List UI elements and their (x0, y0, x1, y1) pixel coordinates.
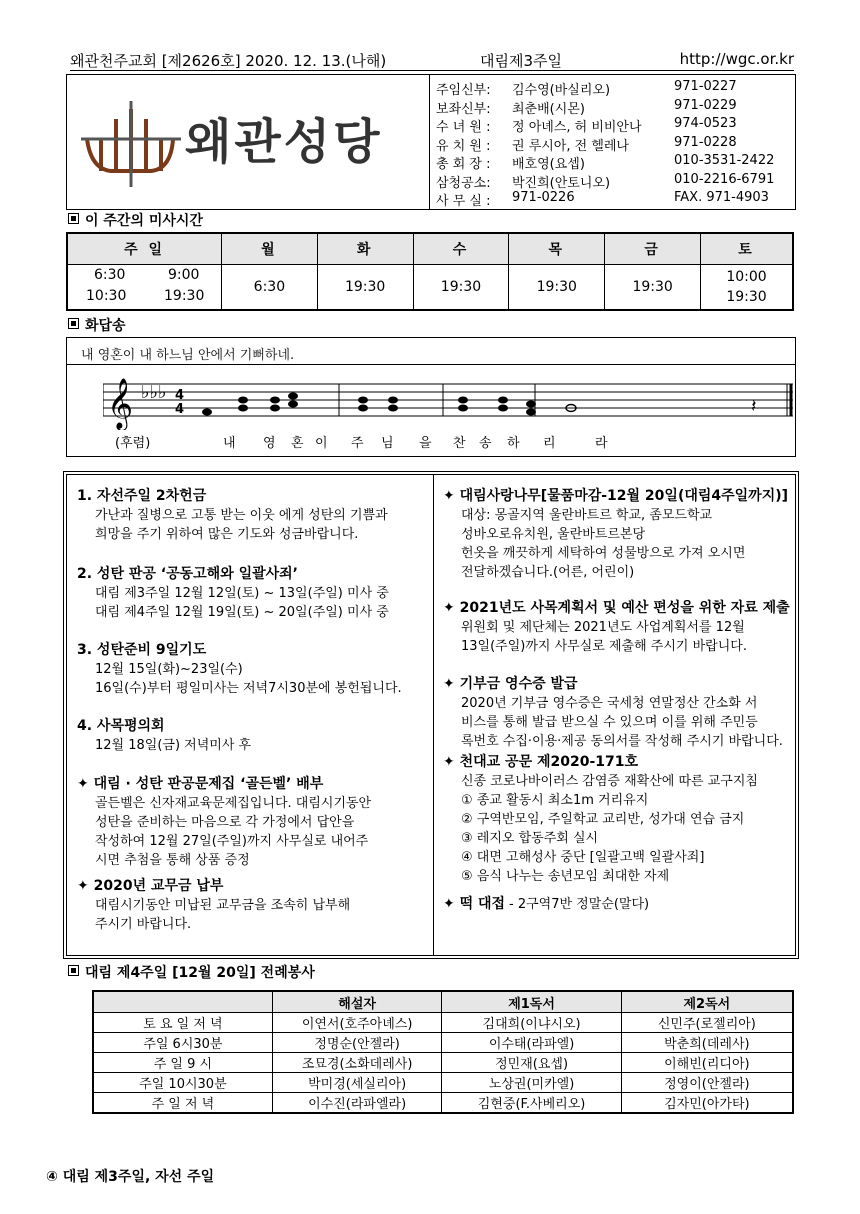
table-cell: 주일 10시30분 (93, 1073, 272, 1093)
table-cell: 이수태(라파엘) (442, 1033, 621, 1053)
notice-title: ✦ 떡 대접 (443, 896, 506, 912)
staff-role: 사 무 실 : (436, 194, 491, 209)
notice-line: 전달하겠습니다.(어른, 어린이) (461, 565, 635, 580)
table-cell: 박미경(세실리아) (272, 1073, 442, 1093)
table-cell: 김대희(이냐시오) (442, 1013, 621, 1033)
title-box (66, 74, 796, 210)
liturgy-table (92, 990, 794, 1114)
staff-row (430, 172, 796, 190)
notice-title: 4. 사목평의회 (77, 718, 165, 734)
staff-phone: 010-3531-2422 (674, 153, 775, 168)
staff-role: 삼청공소: (436, 175, 491, 191)
song-title: 내 영혼이 내 하느님 안에서 기뻐하네. (81, 348, 295, 363)
notice-line: 2020년 기부금 영수증은 국세청 연말정산 간소화 서 (461, 696, 758, 711)
notice-line: 16일(수)부터 평일미사는 저녁7시30분에 봉헌됩니다. (95, 681, 402, 696)
notice-line: 헌옷을 깨끗하게 세탁하여 성물방으로 가져 오시면 (461, 546, 746, 561)
staff-phone: 971-0229 (674, 97, 737, 113)
mass-time: 6:30 (222, 265, 318, 311)
staff-row (430, 190, 796, 208)
staff-phone: 971-0228 (674, 134, 737, 150)
svg-text:4: 4 (175, 402, 185, 417)
notice-title: ✦ 천대교 공문 제2020-171호 (443, 754, 639, 770)
table-row (93, 1073, 793, 1093)
notice-line: 대림 제3주일 12월 12일(토) ~ 13일(주일) 미사 중 (95, 586, 389, 601)
liturgy-col: 제2독서 (621, 991, 793, 1013)
liturgy-heading: 대림 제4주일 [12월 20일] 전례봉사 (68, 962, 315, 982)
mass-schedule-table (66, 232, 794, 311)
svg-text:4: 4 (175, 388, 185, 403)
staff-row (430, 98, 796, 116)
day-header: 목 (509, 233, 605, 265)
notice-line: 작성하여 12월 27일(주일)까지 사무실로 내어주 (95, 834, 369, 849)
notice-line: 신종 코로나바이러스 감염증 재확산에 따른 교구지침 (461, 774, 758, 789)
staff-role: 총 회 장 : (436, 157, 491, 172)
liturgy-col: 해설자 (272, 991, 442, 1013)
table-cell: 박춘희(데레사) (621, 1033, 793, 1053)
staff-phone: 974-0523 (674, 116, 737, 131)
sunday-times: 6:30 9:00 10:30 19:30 (67, 265, 222, 311)
table-cell: 김자민(아가타) (621, 1093, 793, 1114)
notice-line: 골든벨은 신자재교육문제집입니다. 대림시기동안 (95, 796, 372, 811)
table-cell: 이연서(호주아녜스) (272, 1013, 442, 1033)
notice-title: ✦ 2021년도 사목계획서 및 예산 편성을 위한 자료 제출 (443, 600, 790, 616)
staff-name: 최춘배(시몬) (512, 101, 585, 117)
notice-line: 대림 제4주일 12월 19일(토) ~ 20일(주일) 미사 중 (95, 605, 389, 620)
notice-line: ② 구역반모임, 주일학교 교리반, 성가대 연습 금지 (461, 812, 745, 827)
day-header: 월 (222, 233, 318, 265)
liturgical-sunday: 대림제3주일 (480, 52, 562, 70)
table-cell: 주 일 9 시 (93, 1053, 272, 1073)
mass-time: 19:30 (509, 265, 605, 311)
staff-row (430, 153, 796, 171)
svg-text:♭♭♭: ♭♭♭ (141, 382, 167, 403)
table-cell: 김현중(F.사베리오) (442, 1093, 621, 1114)
day-header: 금 (605, 233, 701, 265)
notice-line: 록번호 수집·이용·제공 동의서를 작성해 주시기 바랍니다. (461, 734, 783, 749)
staff-phone: 971-0227 (674, 79, 737, 94)
table-cell: 신민주(로젤리아) (621, 1013, 793, 1033)
day-header: 화 (317, 233, 413, 265)
notice-line: 성바오로유치원, 울란바트르본당 (461, 527, 646, 542)
table-cell: 이해빈(리디아) (621, 1053, 793, 1073)
parish-issue: 왜관천주교회 [제2626호] 2020. 12. 13.(나해) (70, 52, 387, 70)
table-cell: 정영이(안젤라) (621, 1073, 793, 1093)
liturgy-col (93, 991, 272, 1013)
staff-role: 유 치 원 : (436, 138, 491, 154)
staff-directory (429, 75, 796, 209)
song-box: 내 영혼이 내 하느님 안에서 기뻐하네. 𝄞 ♭♭♭ 4 4 𝄽 (후렴) 내 영 혼 이 주 님 을 찬 송 하 리 라 (66, 337, 796, 457)
staff-name: 박진희(안토니오) (512, 175, 611, 191)
notice-line: 위원회 및 제단체는 2021년도 사업계획서를 12월 (461, 620, 745, 635)
music-staff (103, 368, 793, 430)
notice-line: 성탄을 준비하는 마음으로 각 가정에서 답안을 (95, 815, 355, 830)
header-bar (70, 48, 794, 71)
notice-line: ④ 대면 고해성사 중단 [일괄고백 일괄사죄] (461, 850, 705, 865)
notice-line: ③ 레지오 합동주회 실시 (461, 831, 599, 846)
staff-name: 배호영(요셉) (512, 157, 585, 172)
day-header: 토 (701, 233, 793, 265)
notice-line: ⑤ 음식 나누는 송년모임 최대한 자제 (461, 869, 670, 884)
notice-board (66, 474, 796, 956)
notice-title: 3. 성탄준비 9일기도 (77, 642, 207, 658)
svg-text:𝄽: 𝄽 (751, 396, 757, 417)
mass-heading: 이 주간의 미사시간 (68, 210, 203, 230)
mass-time: 19:30 (605, 265, 701, 311)
saturday-times: 10:00 19:30 (701, 265, 793, 311)
notice-title: ✦ 대림사랑나무[물품마감-12월 20일(대림4주일까지)] (443, 488, 789, 504)
table-cell: 노상권(미카엘) (442, 1073, 621, 1093)
staff-name: 권 루시아, 전 헬레나 (512, 138, 629, 154)
notice-title: 2. 성탄 판공 ‘공동고해와 일괄사죄’ (77, 566, 299, 582)
notice-title: ✦ 2020년 교무금 납부 (77, 878, 224, 894)
table-row (93, 1013, 793, 1033)
staff-role: 주임신부: (436, 83, 491, 98)
staff-phone: FAX. 971-4903 (674, 190, 769, 205)
page-footer: ④ 대림 제3주일, 자선 주일 (46, 1169, 215, 1185)
table-cell: 토 요 일 저 녁 (93, 1013, 272, 1033)
song-heading: 화답송 (68, 315, 126, 335)
staff-name: 971-0226 (512, 190, 575, 205)
table-cell: 정명순(안젤라) (272, 1033, 442, 1053)
treble-clef-icon: 𝄞 (107, 378, 134, 429)
liturgy-col: 제1독서 (442, 991, 621, 1013)
notice-line: - 2구역7반 정말순(말다) (509, 897, 650, 912)
notice-title: 1. 자선주일 2차헌금 (77, 488, 207, 504)
notice-line: 13일(주일)까지 사무실로 제출해 주시기 바랍니다. (461, 639, 747, 654)
notice-line: 대림시기동안 미납된 교무금을 조속히 납부해 (95, 898, 351, 913)
notice-line: 12월 18일(금) 저녁미사 후 (95, 738, 252, 753)
table-cell: 주 일 저 녁 (93, 1093, 272, 1114)
day-header: 수 (413, 233, 509, 265)
table-cell: 이수진(라파엘라) (272, 1093, 442, 1114)
table-cell: 조묘경(소화데레사) (272, 1053, 442, 1073)
notice-line: 희망을 주기 위하여 많은 기도와 성금바랍니다. (95, 527, 359, 542)
website-link[interactable]: http://wgc.or.kr (679, 50, 794, 68)
notice-title: ✦ 대림 · 성탄 판공문제집 ‘골든벨’ 배부 (77, 776, 324, 792)
notice-line: 비스를 통해 발급 받으실 수 있으며 이를 위해 주민등 (461, 715, 758, 730)
notice-line: 주시기 바랍니다. (95, 917, 192, 932)
mass-time: 19:30 (413, 265, 509, 311)
table-cell: 정민재(요셉) (442, 1053, 621, 1073)
table-row (93, 1093, 793, 1114)
mass-time: 19:30 (317, 265, 413, 311)
notice-line: 대상: 몽골지역 울란바트르 학교, 좀모드학교 (461, 508, 713, 523)
notice-line: 가난과 질병으로 고통 받는 이웃 에게 성탄의 기쁨과 (95, 508, 388, 523)
page-title: 왜관성당 (185, 114, 383, 170)
table-row (93, 1033, 793, 1053)
staff-name: 정 아녜스, 허 비비안나 (512, 120, 642, 135)
table-cell: 주일 6시30분 (93, 1033, 272, 1053)
staff-row (430, 135, 796, 153)
day-header: 주 일 (67, 233, 222, 265)
table-row (93, 1053, 793, 1073)
notice-line: ① 종교 활동시 최소1m 거리유지 (461, 793, 649, 808)
staff-role: 수 녀 원 : (436, 120, 491, 135)
notice-line: 시면 추첨을 통해 상품 증정 (95, 853, 250, 868)
staff-phone: 010-2216-6791 (674, 171, 775, 187)
staff-row (430, 79, 796, 97)
staff-row (430, 116, 796, 134)
notice-line: 12월 15일(화)~23일(수) (95, 662, 243, 677)
staff-name: 김수영(바실리오) (512, 83, 611, 98)
notice-title: ✦ 기부금 영수증 발급 (443, 676, 578, 692)
staff-role: 보좌신부: (436, 101, 491, 117)
